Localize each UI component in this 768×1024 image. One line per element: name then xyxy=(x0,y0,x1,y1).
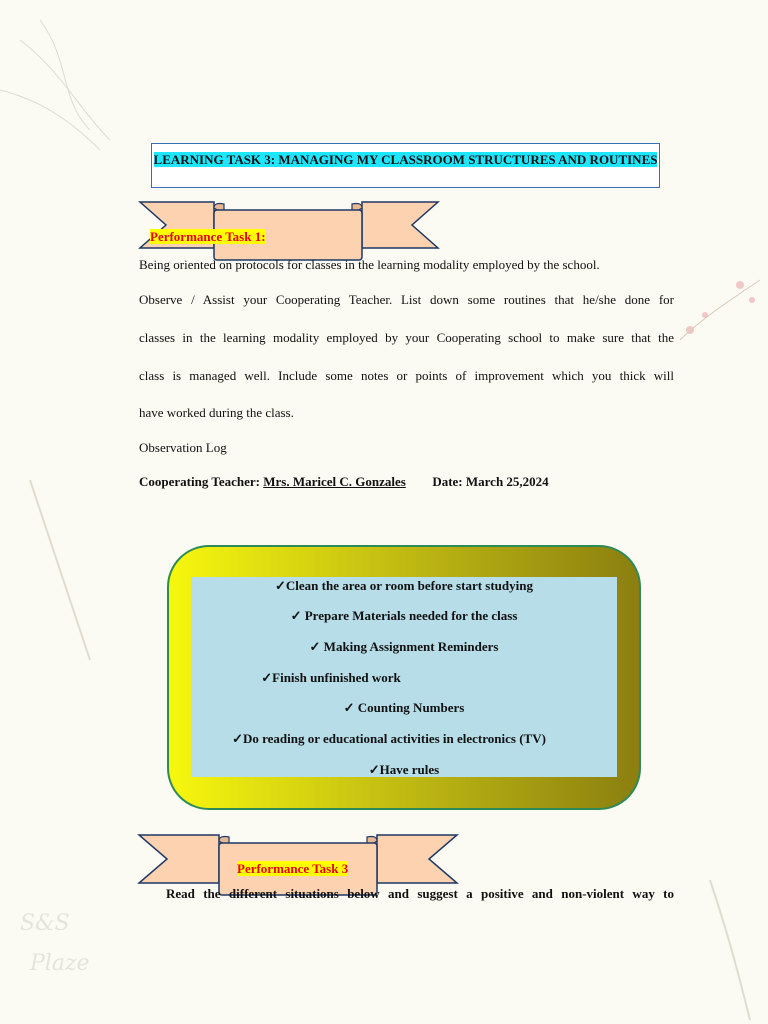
routine-item: ✓Clean the area or room before start studying xyxy=(275,578,533,593)
routine-item: ✓Do reading or educational activities in electronics (TV) xyxy=(232,731,546,746)
instruction-line-1: Observe / Assist your Cooperating Teacher. List down some routines that he/she done for xyxy=(139,292,674,307)
oriented-text: Being oriented on protocols for classes in the learning modality employed by the school. xyxy=(139,257,600,272)
date-label: Date: March 25,2024 xyxy=(432,474,549,489)
instruction-line-2: classes in the learning modality employed by your Cooperating school to make sure that the xyxy=(139,330,674,345)
instruction-line-3: class is managed well. Include some notes or points of improvement which you thick will xyxy=(139,368,674,383)
routine-item: ✓ Making Assignment Reminders xyxy=(309,639,499,654)
routine-item: ✓ Prepare Materials needed for the class xyxy=(290,608,518,623)
performance-task-3-text: Performance Task 3 xyxy=(237,861,349,876)
svg-text:S&S: S&S xyxy=(20,911,70,936)
task-title: LEARNING TASK 3: MANAGING MY CLASSROOM STRUCTURES AND ROUTINES xyxy=(153,152,658,167)
svg-text:Plaze: Plaze xyxy=(30,951,90,976)
routine-item: ✓Have rules xyxy=(368,762,440,777)
task-title-box xyxy=(151,143,660,188)
performance-task-1-label xyxy=(150,229,266,245)
observation-log-heading: Observation Log xyxy=(139,440,227,455)
instruction-line-4: have worked during the class. xyxy=(139,405,294,420)
teacher-label: Cooperating Teacher: xyxy=(139,474,260,489)
performance-task-3-label xyxy=(237,861,348,877)
teacher-name: Mrs. Maricel C. Gonzales xyxy=(263,474,406,489)
performance-task-1-text: Performance Task 1: xyxy=(150,229,266,244)
routine-item: ✓Finish unfinished work xyxy=(261,670,401,685)
task-3-instruction: Read the different situations below and suggest a positive and non-violent way to xyxy=(166,886,674,901)
routine-item: ✓ Counting Numbers xyxy=(343,700,465,715)
teacher-date-row xyxy=(139,474,549,490)
